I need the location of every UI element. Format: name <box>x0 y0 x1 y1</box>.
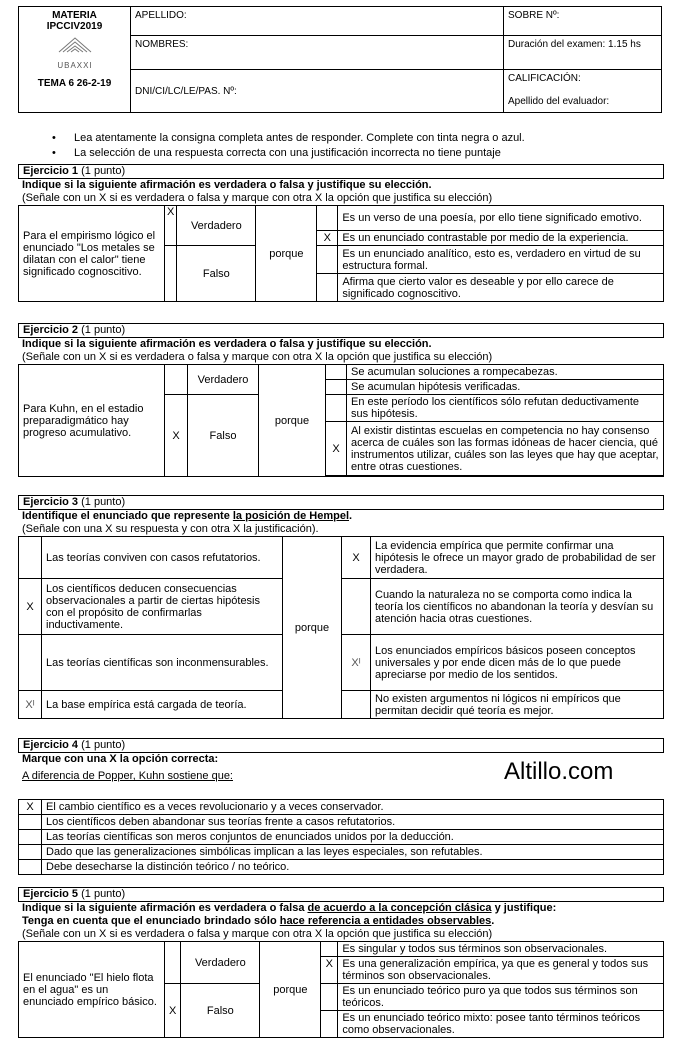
justification-mark[interactable] <box>317 206 338 231</box>
exercise-2 <box>18 323 664 477</box>
answer-table <box>18 205 664 302</box>
justification-text: Se acumulan hipótesis verificadas. <box>347 380 664 395</box>
option-mark[interactable] <box>19 845 42 860</box>
option-falso[interactable]: Falso <box>181 984 260 1038</box>
option-mark[interactable] <box>19 860 42 875</box>
statement: El enunciado "El hielo flota en el agua" es un enunciado empírico básico. <box>19 942 165 1038</box>
evaluador-label: Apellido del evaluador: <box>508 96 610 107</box>
justification-text: Afirma que cierto valor es deseable y por ello carece de significado cognoscitivo. <box>338 274 664 302</box>
option-verdadero[interactable]: Verdadero <box>177 206 256 246</box>
exercise-subinstruction: (Señale con un X si es verdadera o falsa y marque con otra X la opción que justifica su elección) <box>22 192 493 204</box>
duracion-label: Duración del examen: 1.15 hs <box>504 36 662 70</box>
exercise-title <box>18 887 664 901</box>
justification-text: Es una generalización empírica, ya que es general y todos sus términos son observacionales. <box>338 957 664 984</box>
porque-label: porque <box>283 537 342 719</box>
exercise-title <box>18 495 664 509</box>
mark-falso[interactable] <box>165 246 177 302</box>
mark-verdadero[interactable] <box>165 365 188 395</box>
exercise-number: Ejercicio 3 <box>23 496 79 508</box>
justification-text: No existen argumentos ni lógicos ni empíricos que permitan decidir qué teoría es mejor. <box>371 691 664 719</box>
justification-text: Es un enunciado teórico mixto: posee tanto términos teóricos como observacionales. <box>338 1011 664 1038</box>
answer-table <box>18 364 664 477</box>
apellido-field[interactable]: APELLIDO: <box>131 7 504 36</box>
option-verdadero[interactable]: Verdadero <box>188 365 259 395</box>
justification-mark[interactable] <box>342 579 371 635</box>
justification-mark[interactable] <box>342 691 371 719</box>
justification-text: En este período los científicos sólo refutan deductivamente sus hipótesis. <box>347 395 664 422</box>
exercise-title <box>18 164 664 178</box>
logo-text: UBAXXI <box>56 61 93 70</box>
calificacion-label: CALIFICACIÓN: <box>508 73 581 84</box>
exercise-title <box>18 738 664 752</box>
option-mark[interactable] <box>19 815 42 830</box>
option-verdadero[interactable]: Verdadero <box>181 942 260 984</box>
exercise-number: Ejercicio 4 <box>23 739 79 751</box>
option-falso[interactable]: Falso <box>177 246 256 302</box>
justification-mark[interactable]: X <box>317 231 338 246</box>
exercise-instruction: Marque con una X la opción correcta: <box>18 752 664 766</box>
statement: Para el empirismo lógico el enunciado "Los metales se dilatan con el calor" tiene significado cognoscitivo. <box>19 206 165 302</box>
justification-mark[interactable] <box>321 984 338 1011</box>
options-table <box>18 799 664 875</box>
justification-mark[interactable] <box>326 395 347 422</box>
porque-label: porque <box>260 942 321 1038</box>
dni-field[interactable]: DNI/CI/LC/LE/PAS. Nº: <box>131 70 504 113</box>
exercise-instruction: Indique si la siguiente afirmación es verdadera o falsa de acuerdo a la concepción clásica y justifique: <box>18 901 664 915</box>
justification-text: Es un enunciado analítico, esto es, verdadero en virtud de su estructura formal. <box>338 246 664 274</box>
justification-mark[interactable]: X <box>342 537 371 579</box>
nombres-field[interactable]: NOMBRES: <box>131 36 504 70</box>
option-text: Dado que las generalizaciones simbólicas implican a las leyes especiales, son refutables. <box>42 845 664 860</box>
justification-mark[interactable] <box>326 365 347 380</box>
exercise-number: Ejercicio 2 <box>23 324 79 336</box>
justification-text: Al existir distintas escuelas en competencia no hay consenso acerca de cuáles son las formas idóneas de hacer ciencia, qué instrumentos utilizar, cuáles son las leyes que hay que aceptar, entre otras cuestiones. <box>347 422 664 476</box>
exercise-number: Ejercicio 1 <box>23 165 79 177</box>
watermark: Altillo.com <box>504 758 614 785</box>
exercise-instruction: Indique si la siguiente afirmación es verdadera o falsa y justifique su elección. <box>18 178 664 192</box>
justification-mark[interactable]: Xᴵ <box>342 635 371 691</box>
justification-mark[interactable] <box>317 246 338 274</box>
justification-mark[interactable] <box>321 1011 338 1038</box>
option-text: El cambio científico es a veces revolucionario y a veces conservador. <box>42 800 664 815</box>
exercise-1 <box>18 164 664 302</box>
exercise-subinstruction: (Señale con un X si es verdadera o falsa y marque con otra X la opción que justifica su elección) <box>22 351 493 363</box>
exercise-title <box>18 323 664 337</box>
exercise-points: (1 punto) <box>81 739 126 751</box>
justification-mark[interactable] <box>326 380 347 395</box>
option-text: Los científicos deben abandonar sus teorías frente a casos refutatorios. <box>42 815 664 830</box>
materia-label: MATERIA <box>52 10 97 21</box>
ubaxxi-logo-icon <box>25 36 125 72</box>
calificacion-cell <box>504 70 662 113</box>
porque-label: porque <box>259 365 326 477</box>
exercise-points: (1 punto) <box>81 324 126 336</box>
justification-mark[interactable]: X <box>326 422 347 476</box>
exercise-points: (1 punto) <box>81 165 126 177</box>
exercise-subinstruction: (Señale con una X su respuesta y con otra X la justificación). <box>22 523 319 535</box>
justification-mark[interactable]: X <box>321 957 338 984</box>
option-text: Las teorías conviven con casos refutatorios. <box>42 537 283 579</box>
exercise-subinstruction: (Señale con un X si es verdadera o falsa y marque con otra X la opción que justifica su elección) <box>22 928 493 940</box>
option-mark[interactable]: Xᴵ <box>19 691 42 719</box>
exercise-5 <box>18 887 664 1038</box>
option-text: Debe desecharse la distinción teórico / no teórico. <box>42 860 664 875</box>
exercise-points: (1 punto) <box>81 888 126 900</box>
exercise-points: (1 punto) <box>81 496 126 508</box>
mark-verdadero[interactable]: X <box>165 206 177 246</box>
justification-text: Es un enunciado teórico puro ya que todos sus términos son teóricos. <box>338 984 664 1011</box>
spacer <box>347 476 664 477</box>
sobre-field[interactable]: SOBRE Nº: <box>504 7 662 36</box>
answer-table <box>18 941 664 1038</box>
bullet-text: La selección de una respuesta correcta con una justificación incorrecta no tiene puntaje <box>74 147 501 159</box>
option-text: Los científicos deducen consecuencias observacionales a partir de ciertas hipótesis con el propósito de confirmarlas inductivamente. <box>42 579 283 635</box>
justification-text: Cuando la naturaleza no se comporta como indica la teoría los científicos no abandonan la teoría y desvían su atención hacia otras cuestiones. <box>371 579 664 635</box>
course-block <box>19 7 131 113</box>
tema-label: TEMA 6 26-2-19 <box>37 78 112 89</box>
instructions-list <box>52 131 525 161</box>
course-code: IPCCIV2019 <box>46 21 103 32</box>
exam-header <box>18 6 662 113</box>
mark-falso[interactable]: X <box>165 395 188 477</box>
exercise-instruction: Identifique el enunciado que represente la posición de Hempel. <box>18 509 664 523</box>
option-falso[interactable]: Falso <box>188 395 259 477</box>
option-text: La base empírica está cargada de teoría. <box>42 691 283 719</box>
exercise-instruction: Indique si la siguiente afirmación es verdadera o falsa y justifique su elección. <box>18 337 664 351</box>
option-mark[interactable]: X <box>19 579 42 635</box>
justification-text: Es un enunciado contrastable por medio de la experiencia. <box>338 231 664 246</box>
justification-text: Los enunciados empíricos básicos poseen conceptos universales y por ende dicen más de lo que puede apreciarse por medio de los sentidos. <box>371 635 664 691</box>
option-mark[interactable] <box>19 830 42 845</box>
bullet-text: Lea atentamente la consigna completa antes de responder. Complete con tinta negra o azul. <box>74 132 525 144</box>
option-mark[interactable] <box>19 537 42 579</box>
exercise-subinstruction: A diferencia de Popper, Kuhn sostiene que: <box>22 770 233 782</box>
exercise-instruction-2: Tenga en cuenta que el enunciado brindado sólo hace referencia a entidades observables. <box>22 915 495 927</box>
justification-text: Se acumulan soluciones a rompecabezas. <box>347 365 664 380</box>
justification-text: Es singular y todos sus términos son observacionales. <box>338 942 664 957</box>
exercise-number: Ejercicio 5 <box>23 888 79 900</box>
list-item: • Lea atentamente la consigna completa antes de responder. Complete con tinta negra o azul. <box>52 132 525 144</box>
option-text: Las teorías científicas son inconmensurables. <box>42 635 283 691</box>
exercise-3 <box>18 495 664 719</box>
list-item: • La selección de una respuesta correcta con una justificación incorrecta no tiene puntaje <box>52 147 501 159</box>
statement: Para Kuhn, en el estadio preparadigmático hay progreso acumulativo. <box>19 365 165 477</box>
answer-table <box>18 536 664 719</box>
spacer <box>326 476 347 477</box>
mark-falso[interactable]: X <box>165 984 181 1038</box>
option-mark[interactable]: X <box>19 800 42 815</box>
mark-verdadero[interactable] <box>165 942 181 984</box>
option-mark[interactable] <box>19 635 42 691</box>
justification-mark[interactable] <box>321 942 338 957</box>
justification-text: Es un verso de una poesía, por ello tiene significado emotivo. <box>338 206 664 231</box>
option-text: Las teorías científicas son meros conjuntos de enunciados unidos por la deducción. <box>42 830 664 845</box>
justification-mark[interactable] <box>317 274 338 302</box>
justification-text: La evidencia empírica que permite confirmar una hipótesis le ofrece un mayor grado de probabilidad de ser verdadera. <box>371 537 664 579</box>
porque-label: porque <box>256 206 317 302</box>
